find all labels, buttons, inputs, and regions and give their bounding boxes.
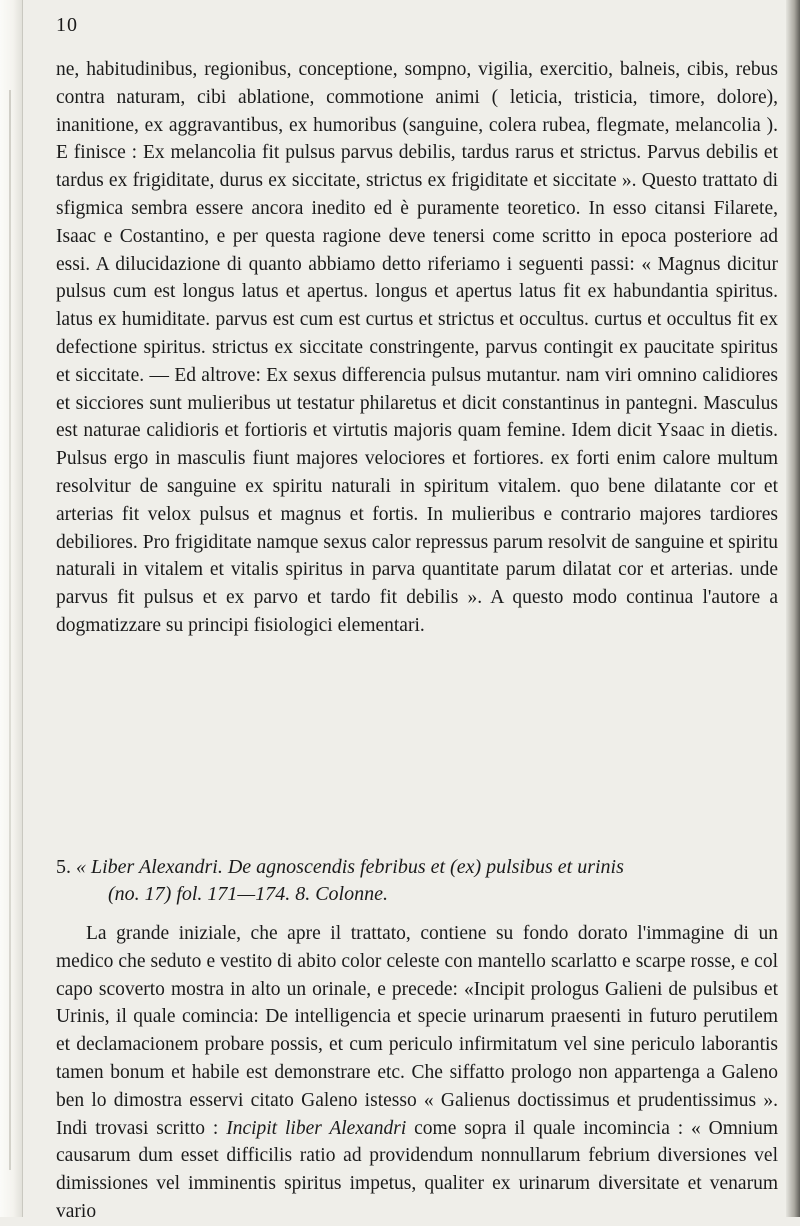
page-number: 10 <box>56 14 78 36</box>
paragraph-initial-description <box>56 920 778 1226</box>
entry-number: 5. <box>56 856 71 878</box>
description-text-block <box>56 920 778 1226</box>
right-page-edge <box>786 0 800 1217</box>
entry-title: « Liber Alexandri. De agnoscendis febribus et (ex) pulsibus et urinis <box>76 856 624 878</box>
entry-heading <box>56 854 778 908</box>
paragraph-incipit-tail: come sopra il quale incomincia : « Omnium causarum dum esset difficilis ratio ad providendum nonnullarum febrium diversiones vel dimissiones vel imminentis spiritus impetus, qualiter ex urinarum diversitate et venarum vario <box>56 1117 779 1222</box>
entry-shelfmark-line <box>56 881 778 908</box>
paragraph-pulse-treatise: ne, habitudinibus, regionibus, conceptione, sompno, vigilia, exercitio, balneis, cibis, rebus contra naturam, cibi ablatione, commotione animi ( leticia, tristicia, timore, dolore), inanitione, ex aggravantibus, ex humoribus (sanguine, colera rubea, flegmate, melancolia ). E finisce : Ex melancolia fit pulsus parvus debilis, tardus rarus et strictus. Parvus debilis et tardus ex frigiditate, durus ex siccitate, strictus ex frigiditate et siccitate ». Questo trattato di sfigmica sembra essere ancora inedito ed è puramente teoretico. In esso citansi Filarete, Isaac e Costantino, e per questa ragione deve tenersi come scritto in epoca posteriore ad essi. A dilucidazione di quanto abbiamo detto riferiamo i seguenti passi: « Magnus dicitur pulsus cum est longus latus et apertus. longus et apertus latus fit ex habundantia spiritus. latus ex humiditate. parvus est cum est curtus et strictus et occultus. curtus et occultus fit ex defectione spiritus. strictus ex siccitate constringente, parvus contingit ex paucitate spiritus et siccitate. — Ed altrove: Ex sexus differencia pulsus mutantur. nam viri omnino calidiores et sicciores sunt mulieribus ut testatur philaretus et dicit constantinus in pantegni. Masculus est naturae calidioris et fortioris et virtutis majoris quam femine. Idem dicit Ysaac in dietis. Pulsus ergo in masculis fiunt majores velociores et fortiores. ex forti enim calore multum resolvitur de sanguine ex spiritu naturali in spiritum vitalem. quo bene dilatante cor et arterias fit velox pulsus et magnus et fortis. In mulieribus e contrario majores tardiores debiliores. Pro frigiditate namque sexus calor repressus parum resolvit de sanguine et spiritu naturali in vitalem et vitalis spiritus in parva quantitate parum dilatat cor et arterias. unde parvus fit pulsus et ex parvo et tardo fit debilis ». A questo modo continua l'autore a dogmatizzare su principi fisiologici elementari. <box>56 59 778 636</box>
main-text-block <box>56 56 778 640</box>
entry-title-line <box>56 854 778 881</box>
gutter-shadow <box>9 90 11 1170</box>
paragraph-initial-text: La grande iniziale, che apre il trattato, contiene su fondo dorato l'immagine di un medico che seduto e vestito di abito color celeste con mantello scarlatto e scarpe rosse, e col capo scoverto mostra in alto un orinale, e precede: «Incipit prologus Galieni de pulsibus et Urinis, il quale comincia: De intelligencia et specie urinarum praesenti in futuro perutilem et declamacionem probare possis, et cum periculo infirmitatum vel sine periculo laborantis tamen bonum et habile est demonstrare etc. Che siffatto prologo non appartenga a Galeno ben lo dimostra esservi citato Galeno istesso « Galienus doctissimus et prudentissimus ». Indi trovasi scritto : <box>56 923 778 1139</box>
entry-shelfmark: (no. 17) fol. 171—174. 8. Colonne. <box>108 883 388 905</box>
incipit-italic: Incipit liber Alexandri <box>226 1117 407 1139</box>
left-page-edge <box>0 0 23 1217</box>
